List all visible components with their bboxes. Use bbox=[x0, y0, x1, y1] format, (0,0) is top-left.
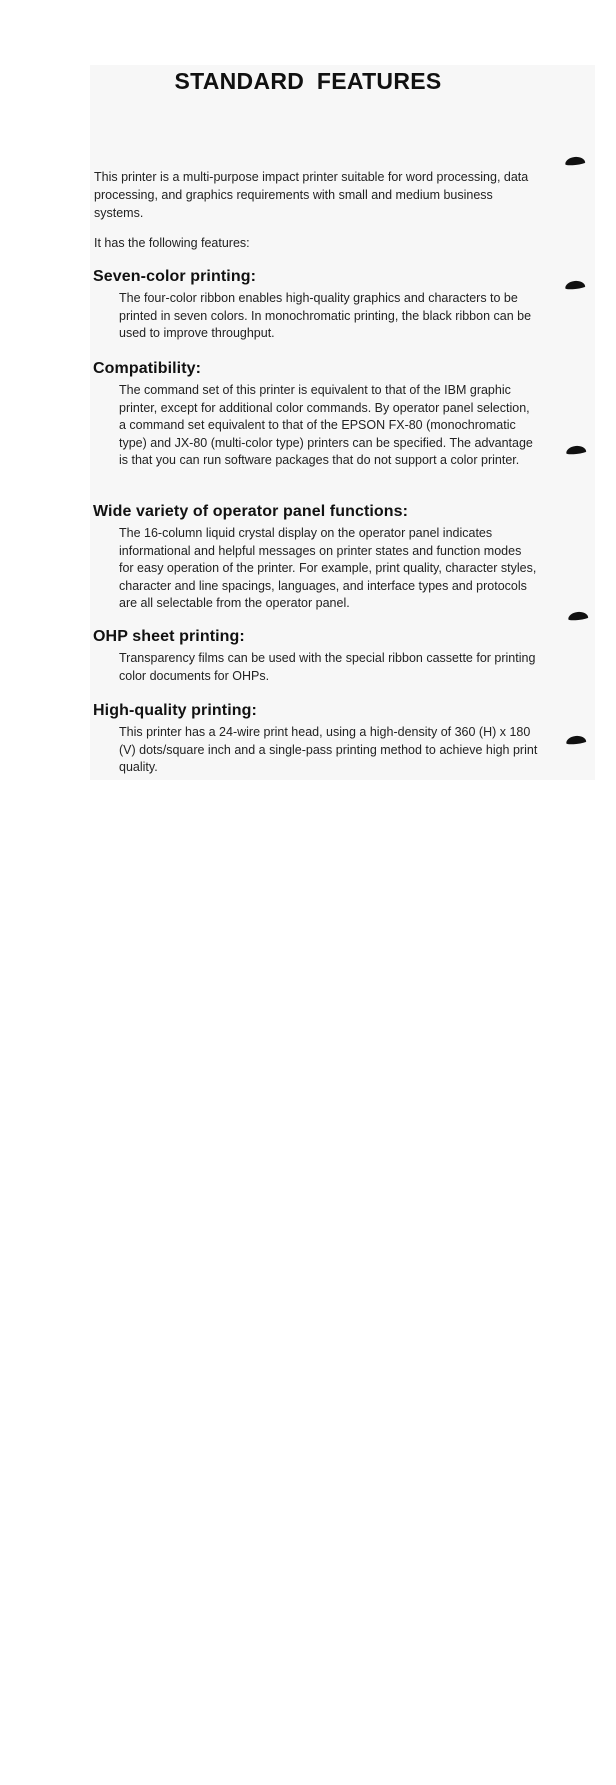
section-heading-operator-panel: Wide variety of operator panel functions: bbox=[93, 503, 409, 520]
section-body-high-quality: This printer has a 24-wire print head, using a high-density of 360 (H) x 180 (V) dots/square inch and a single-pass printing method to achieve high print quality. bbox=[119, 725, 538, 774]
section-body-operator-panel: The 16-column liquid crystal display on the operator panel indicates informational and helpful messages on printer states and function modes for easy operation of the printer. For example, print quality, character styles, character and line spacings, languages, and interface types and protocols are all selectable from the operator panel. bbox=[119, 526, 537, 610]
section-body-seven-color: The four-color ribbon enables high-quality graphics and characters to be printed in seven colors. In monochromatic printing, the black ribbon can be used to improve throughput. bbox=[119, 291, 532, 340]
section-body-compatibility: The command set of this printer is equivalent to that of the IBM graphic printer, except for additional color commands. By operator panel selection, a command set equivalent to that of the EPSON FX-80 (monochromatic type) and JX-80 (multi-color type) printers can be specified. The advantage is that you can run software packages that do not support a color printer. bbox=[119, 383, 533, 467]
section-heading-compatibility: Compatibility: bbox=[93, 360, 202, 377]
page-title: STANDARD FEATURES bbox=[174, 68, 442, 94]
section-body-ohp: Transparency films can be used with the special ribbon cassette for printing color documents for OHPs. bbox=[119, 651, 536, 683]
intro-paragraph: This printer is a multi-purpose impact printer suitable for word processing, data processing, and graphics requirements with small and medium business systems. bbox=[94, 170, 529, 220]
section-heading-high-quality: High-quality printing: bbox=[93, 702, 257, 719]
section-heading-ohp: OHP sheet printing: bbox=[93, 628, 245, 645]
intro-lead-in: It has the following features: bbox=[94, 236, 250, 250]
section-heading-seven-color: Seven-color printing: bbox=[93, 268, 256, 285]
